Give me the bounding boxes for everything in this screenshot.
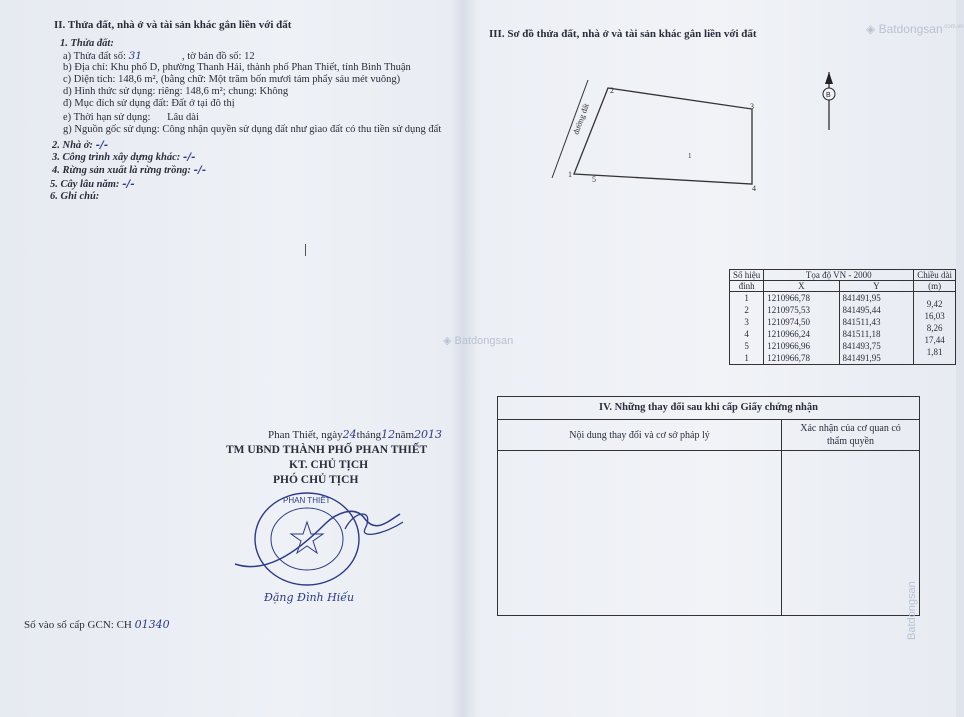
table-cell-length: 8,26 xyxy=(926,323,943,333)
watermark-center: ◈ Batdongsan xyxy=(443,335,514,347)
table-cell-x: 1210974,50 xyxy=(767,317,811,327)
table-cell-x: 1210966,24 xyxy=(767,329,811,339)
table-cell-length: 9,42 xyxy=(926,299,943,309)
table-cell-y: 841491,95 xyxy=(842,353,881,363)
col-y: Y xyxy=(839,281,914,292)
parcel-diagram xyxy=(540,60,780,195)
watermark-logo-icon: ◈ xyxy=(866,22,876,36)
line-address: b) Địa chỉ: Khu phố D, phường Thanh Hải, thành phố Phan Thiết, tỉnh Bình Thuận xyxy=(63,62,411,73)
table-cell-length: 1,81 xyxy=(926,347,943,357)
table-row-vertex: 4 xyxy=(744,329,749,339)
line-term: e) Thời hạn sử dụng: Lâu dài xyxy=(63,112,199,123)
changes-confirmation-cell xyxy=(782,451,919,615)
col-coordinates: Tọa độ VN - 2000 xyxy=(764,270,914,281)
table-cell-length: 16,03 xyxy=(924,311,945,321)
item1-title: 1. Thửa đất: xyxy=(60,38,114,49)
col-length: Chiều dài xyxy=(914,270,956,281)
sign-role1: KT. CHỦ TỊCH xyxy=(289,459,369,471)
table-row-vertex: 1 xyxy=(744,353,749,363)
section-ii-title: II. Thửa đất, nhà ở và tài sản khác gắn liền với đất xyxy=(54,19,292,31)
table-cell-y: 841511,18 xyxy=(842,329,881,339)
line-area: c) Diện tích: 148,6 m², (bằng chữ: Một trăm bốn mươi tám phẩy sáu mét vuông) xyxy=(63,74,401,85)
table-row-vertex: 5 xyxy=(744,341,749,351)
changes-table xyxy=(497,396,920,616)
coordinate-table xyxy=(729,269,956,365)
road-label: đường đất xyxy=(571,102,591,136)
table-cell-y: 841511,43 xyxy=(842,317,881,327)
section-iii-title: III. Sơ đồ thửa đất, nhà ở và tài sản khác gắn liền với đất xyxy=(489,28,757,40)
line-usage-form: d) Hình thức sử dụng: riêng: 148,6 m²; chung: Không xyxy=(63,86,289,97)
item-other-construction: 3. Công trình xây dựng khác: -/- xyxy=(52,151,196,163)
vertex-4-label: 4 xyxy=(752,184,756,193)
line-parcel-number: a) Thửa đất số: 31 , tờ bản đồ số: 12 xyxy=(63,50,255,62)
line-origin: g) Nguồn gốc sử dụng: Công nhận quyền sử dụng đất như giao đất có thu tiền sử dụng đất xyxy=(63,124,442,135)
table-cell-x: 1210975,53 xyxy=(767,305,811,315)
table-cell-x: 1210966,78 xyxy=(767,353,811,363)
watermark-logo-icon: ◈ xyxy=(443,335,452,347)
changes-title: IV. Những thay đổi sau khi cấp Giấy chứng nhận xyxy=(498,397,919,420)
item-perennial: 5. Cây lâu năm: -/- xyxy=(50,178,135,190)
table-row-vertex: 2 xyxy=(744,305,749,315)
table-row-vertex: 1 xyxy=(744,293,749,303)
signer-name: Đặng Đình Hiếu xyxy=(264,591,355,604)
vertex-1-label: 1 xyxy=(568,170,572,179)
compass-label: B xyxy=(826,92,831,99)
cert-registry-number: Số vào sổ cấp GCN: CH 01340 xyxy=(24,618,170,631)
parcel-label: 1 xyxy=(688,152,692,160)
road-line xyxy=(552,80,588,178)
col-length-unit: (m) xyxy=(914,281,956,292)
item-forest: 4. Rừng sản xuất là rừng trồng: -/- xyxy=(52,164,207,176)
seal-star-icon xyxy=(291,522,323,553)
vertex-3-label: 3 xyxy=(750,102,754,111)
sign-role2: PHÓ CHỦ TỊCH xyxy=(273,474,359,486)
table-cell-y: 841495,44 xyxy=(842,305,881,315)
changes-col-confirmation: Xác nhận của cơ quan có thẩm quyền xyxy=(800,423,901,447)
item-notes: 6. Ghi chú: xyxy=(50,191,100,202)
table-cell-x: 1210966,78 xyxy=(767,293,811,303)
col-vertex-2: đỉnh xyxy=(730,281,764,292)
north-arrow-icon xyxy=(818,70,842,132)
line-purpose: đ) Mục đích sử dụng đất: Đất ở tại đô thị xyxy=(63,98,235,109)
vertex-2-label: 2 xyxy=(610,86,614,95)
col-x: X xyxy=(764,281,839,292)
changes-content-cell xyxy=(498,451,782,615)
parcel-outline xyxy=(574,88,752,184)
changes-col-content: Nội dung thay đổi và cơ sở pháp lý xyxy=(498,420,782,450)
pen-mark xyxy=(305,244,306,256)
col-vertex: Số hiệu xyxy=(730,270,764,281)
vertex-5-label: 5 xyxy=(592,175,596,184)
table-row-vertex: 3 xyxy=(744,317,749,327)
watermark-top: ◈ Batdongsan$^{.com.vn}$ xyxy=(866,22,964,36)
table-cell-length: 17,44 xyxy=(924,335,945,345)
sign-place-date: Phan Thiết, ngày24tháng12năm2013 xyxy=(268,428,443,441)
sign-org: TM UBND THÀNH PHỐ PHAN THIẾT xyxy=(226,444,428,456)
item-house: 2. Nhà ở: -/- xyxy=(52,139,109,151)
table-cell-y: 841491,95 xyxy=(842,293,881,303)
table-cell-y: 841493,75 xyxy=(842,341,881,351)
table-cell-x: 1210966,96 xyxy=(767,341,811,351)
seal-top-text: PHAN THIẾT xyxy=(283,496,331,505)
watermark-bottom: Batdongsan xyxy=(906,581,918,640)
